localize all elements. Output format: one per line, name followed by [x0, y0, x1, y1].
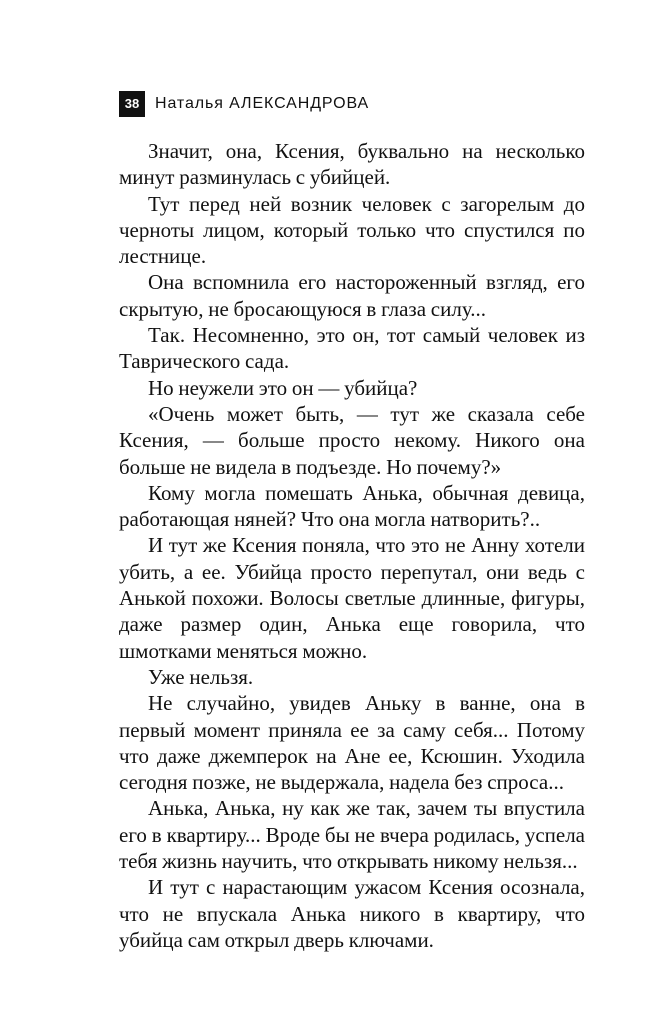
paragraph: Уже нельзя. — [148, 664, 254, 689]
paragraph: Не случайно, увидев Аньку в ванне, она в первый момент приняла ее за саму себя... Потому что даже джемперок на Ане ее, Ксюшин. Уходила сегодня позже, не выдержала, надела без спроса... — [119, 691, 585, 795]
paragraph: Она вспомнила его настороженный взгляд, его скрытую, не бросающуюся в глаза силу... — [119, 270, 585, 321]
body-text — [119, 138, 585, 953]
paragraph: Так. Несомненно, это он, тот самый человек из Таврического сада. — [119, 323, 585, 374]
paragraph: Тут перед ней возник человек с загорелым до черноты лицом, который только что спустился по лестнице. — [119, 191, 585, 269]
page-number: 38 — [119, 91, 145, 117]
paragraph: Но неужели это он — убийца? — [148, 375, 418, 400]
paragraph: Значит, она, Ксения, буквально на несколько минут разминулась с убийцей. — [119, 139, 585, 190]
paragraph: И тут же Ксения поняла, что это не Анну хотели убить, а ее. Убийца просто перепутал, они ведь с Анькой похожи. Волосы светлые длинные, фигуры, даже размер один, Анька еще говорила, что шмотками меняться можно. — [119, 533, 585, 663]
paragraph: Кому могла помешать Анька, обычная девица, работающая няней? Что она могла натворить?.. — [119, 480, 585, 532]
paragraph: Анька, Анька, ну как же так, зачем ты впустила его в квартиру... Вроде бы не вчера родилась, успела тебя жизнь научить, что открывать никому нельзя... — [119, 796, 585, 874]
paragraph: И тут с нарастающим ужасом Ксения осознала, что не впускала Анька никого в квартиру, что убийца сам открыл дверь ключами. — [119, 875, 585, 952]
page-header — [119, 91, 369, 117]
running-head-author: Наталья АЛЕКСАНДРОВА — [155, 95, 370, 112]
paragraph: «Очень может быть, — тут же сказала себе Ксения, — больше просто некому. Никого она больше не видела в подъезде. Но почему?» — [119, 401, 585, 479]
